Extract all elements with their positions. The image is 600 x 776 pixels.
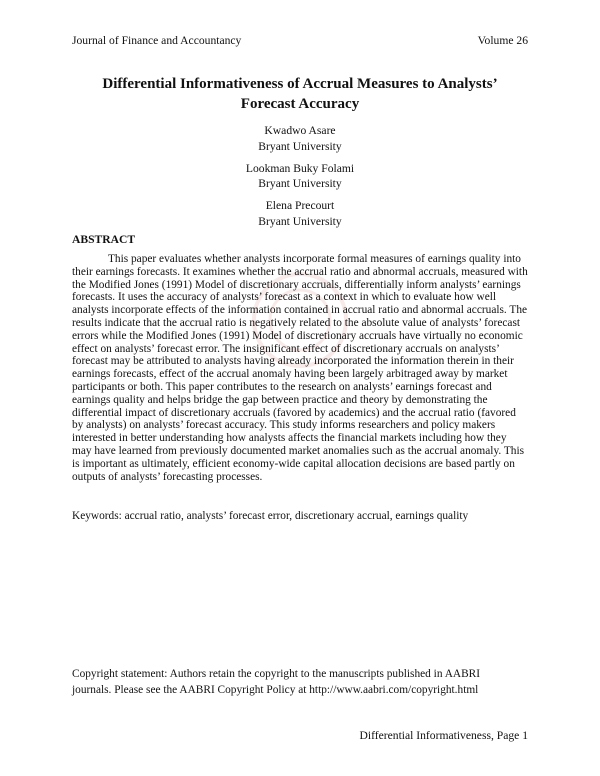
keywords: Keywords: accrual ratio, analysts’ forecast error, discretionary accrual, earnings quality xyxy=(72,510,469,522)
copyright-statement xyxy=(72,667,532,699)
author-name: Elena Precourt xyxy=(265,199,335,212)
author-name: Kwadwo Asare xyxy=(264,124,336,137)
author-affiliation: Bryant University xyxy=(258,214,342,228)
author-block xyxy=(72,123,528,154)
journal-name: Journal of Finance and Accountancy xyxy=(72,34,242,47)
author-list xyxy=(72,123,528,236)
author-name: Lookman Buky Folami xyxy=(245,161,355,175)
running-header xyxy=(72,34,528,47)
title-line-1: Differential Informativeness of Accrual Measures to Analysts’ xyxy=(102,76,498,92)
abstract-body: This paper evaluates whether analysts incorporate formal measures of earnings quality into their earnings forecasts. It examines whether the accrual ratio and abnormal accruals, measured with the Modified Jones (1991) Model of discretionary accruals, differentially inform analysts’ earnings forecasts. It uses the accuracy of analysts’ forecast as a context in which to evaluate how well analysts incorporate effects of the information contained in accrual ratio and abnormal accruals. The results indicate that the accrual ratio is negatively related to the absolute value of analysts’ forecast errors while the Modified Jones (1991) Model of discretionary accruals have virtually no economic effect on analysts’ forecast error. The insignificant effect of discretionary accruals on analysts’ forecast may be attributed to analysts having already incorporated the information therein in their earnings forecasts, effect of the accrual anomaly having been largely arbitraged away by market participants or both. This paper contributes to the research on analysts’ earnings forecast and earnings quality and helps bridge the gap between practice and theory by demonstrating the differential impact of discretionary accruals (favored by academics) and the accrual ratio (favored by analysts) on analysts’ forecast accuracy. This study informs researchers and policy makers interested in better understanding how analysts affects the financial markets including how they may have learned from previously documented market anomalies such as the accrual anomaly. This is important as ultimately, efficient economy-wide capital allocation decisions are based partly on outputs of analysts’ forecasting processes. xyxy=(72,253,528,483)
copyright-line-1: Copyright statement: Authors retain the copyright to the manuscripts published in AABRI xyxy=(72,668,481,680)
author-block xyxy=(72,198,528,229)
volume-label: Volume 26 xyxy=(477,34,528,47)
abstract-heading: ABSTRACT xyxy=(72,233,136,246)
paper-title xyxy=(72,74,528,114)
copyright-line-2: journals. Please see the AABRI Copyright Policy at http://www.aabri.com/copyright.html xyxy=(72,683,479,696)
author-affiliation: Bryant University xyxy=(258,139,342,153)
page-footer: Differential Informativeness, Page 1 xyxy=(359,729,528,742)
author-affiliation: Bryant University xyxy=(258,177,342,190)
title-line-2: Forecast Accuracy xyxy=(240,96,360,112)
author-block xyxy=(72,161,528,192)
